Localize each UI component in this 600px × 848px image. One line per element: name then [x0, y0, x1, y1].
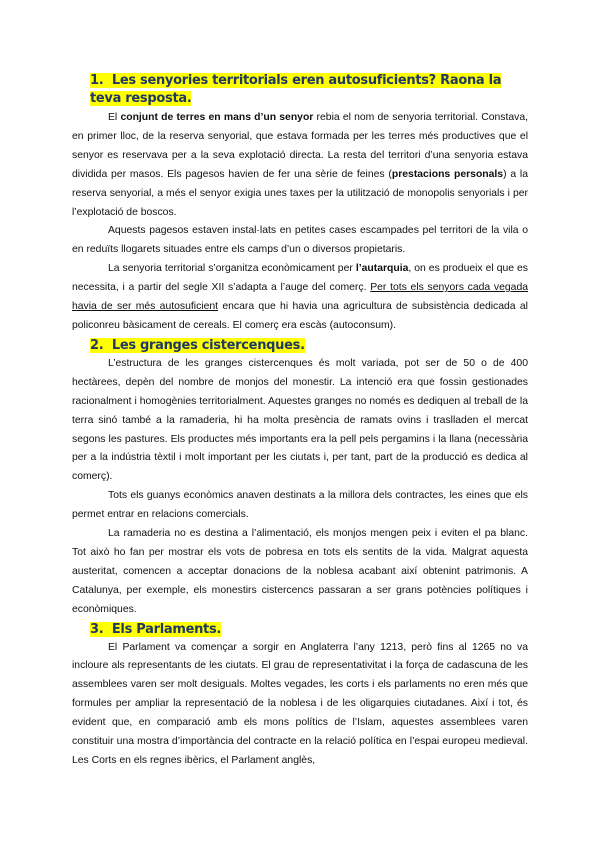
text-run: rebia el nom de senyoria territorial. Constava, en primer lloc, de la reserva senyorial, que estava formada per les terres més productives que el senyor es reservava per a la seva explotació directa. La resta del territori d’una senyoria estava dividida per masos. Els pagesos havien de fer una sèrie de feines (: [72, 112, 528, 180]
text-run: El: [108, 112, 121, 123]
section-2-paragraph-1: [72, 355, 528, 487]
text-run: L’estructura de les granges cistercenques és molt variada, pot ser de 50 o de 400 hectàrees, depèn del nombre de monjos del monestir. La intenció era que fossin gestionades racionalment i homogènies territorialment. Aquestes granges no només es dediquen al treball de la terra sinó també a la ramaderia, hi ha molta presència de ramats ovins i traslladen el mercat segons les pastures. Els productes més importants era la pell pels pergamins i la llana (necessària per a la indústria tèxtil i molt important per les ciutats i, per tant, part de la producció es dedica al comerç).: [72, 357, 528, 483]
document-content: [72, 72, 528, 771]
text-run: ) a la reserva senyorial, a més el senyor exigia unes taxes per la utilització de monopolis senyorials i per l’explotació de boscos.: [72, 168, 529, 218]
section-3-highlight: [90, 622, 221, 637]
bold-term-conjunt: conjunt de terres en mans d’un senyor: [120, 112, 314, 123]
section-2-paragraph-3: [72, 525, 528, 620]
section-3-title: Els Parlaments.: [111, 621, 222, 637]
text-run: El Parlament va començar a sorgir en Anglaterra l’any 1213, però fins al 1265 no va incloure als representants de les ciutats. El grau de representativitat i la força de cadascuna de les assemblees varen ser molt desiguals. Moltes vegades, les corts i els parlaments no eren més que formules per ampliar la representació de la noblesa i de les oligarquies ciutadanes. Així i tot, és evident que, en comparació amb els mons polítics de l’Islam, aquestes assemblees varen constituir una mostra d’importància del contracte en la relació política en l’espai europeu medieval. Les Corts en els regnes ibèrics, el Parlament anglès,: [72, 641, 528, 766]
section-2-title: Les granges cistercenques.: [111, 337, 305, 353]
section-1-highlight: [90, 73, 501, 106]
underlined-sentence: Per tots els senyors cada vegada havia de ser més autosuficient: [72, 282, 528, 313]
text-run: encara que hi havia una agricultura de subsistència dedicada al policonreu bàsicament de cereals. El comerç era escàs (autoconsum).: [72, 301, 528, 331]
bold-term-prestacions: prestacions personals: [391, 168, 504, 180]
section-2-highlight: [90, 338, 305, 353]
section-1-paragraph-1: [72, 109, 528, 222]
section-1-number: 1.: [90, 73, 104, 88]
section-1-title: Les senyories territorials eren autosuficients? Raona la teva resposta.: [90, 73, 502, 106]
section-3-heading: [72, 621, 528, 639]
section-3-number: 3.: [90, 621, 104, 637]
section-1-heading: [72, 72, 528, 108]
section-2-paragraph-2: [72, 487, 528, 525]
section-1-paragraph-2: [72, 222, 528, 260]
section-2-number: 2.: [90, 337, 104, 353]
text-run: La senyoria territorial s’organitza econòmicament per: [108, 263, 356, 275]
text-run: , on es produeix el que es necessita, i a partir del segle XII s’adapta a l’auge del comerç.: [72, 263, 529, 294]
text-run: Tots els guanys econòmics anaven destinats a la millora dels contractes, les eines que els permet entrar en relacions comercials.: [72, 490, 528, 521]
text-run: Aquests pagesos estaven instal·lats en petites cases escampades pel territori de la vila o en reduïts llogarets situades entre els camps d’un o diversos propietaris.: [72, 225, 528, 256]
section-3-paragraph-1: [72, 639, 528, 771]
bold-term-autarquia: l’autarquia: [355, 263, 409, 275]
text-run: La ramaderia no es destina a l’alimentació, els monjos mengen peix i eviten el pa blanc. Tot això ho fan per mostrar els vots de pobresa en tots els sentits de la vida. Malgrat aquesta austeritat, comencen a acceptar donacions de la noblesa acabant així obtenint patrimonis. A Catalunya, per exemple, els monestirs cistercencs passaran a ser grans potències polítiques i econòmiques.: [72, 528, 528, 615]
section-2-heading: [72, 337, 528, 355]
section-1-paragraph-3: [72, 260, 528, 336]
